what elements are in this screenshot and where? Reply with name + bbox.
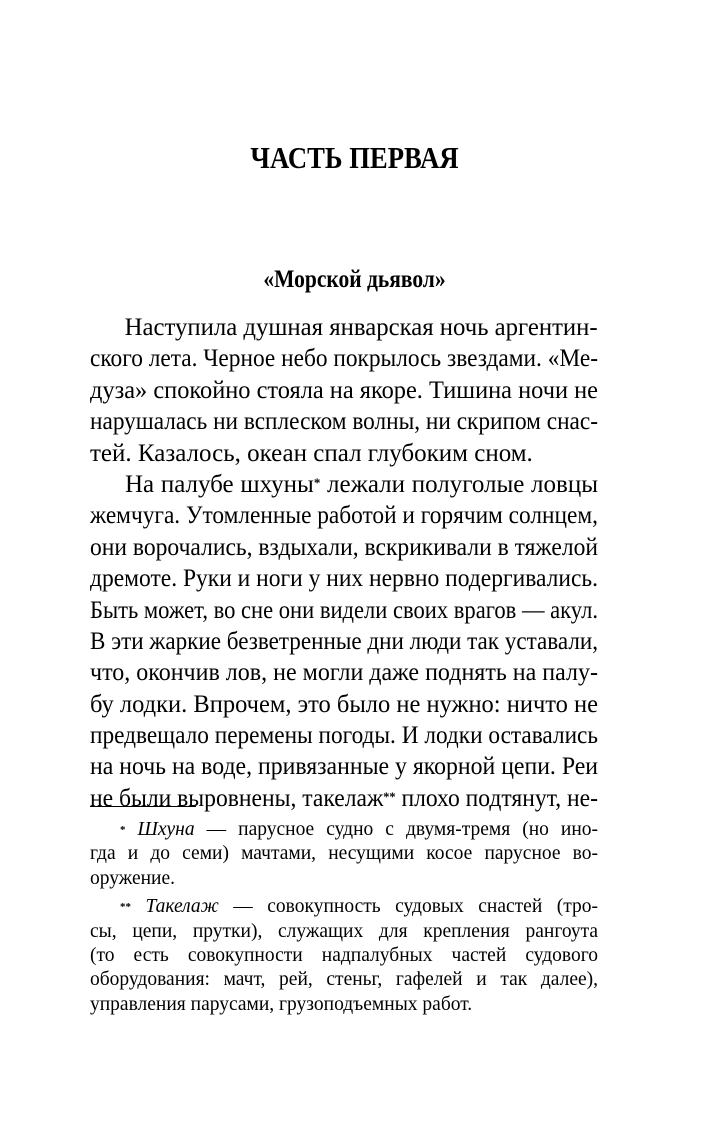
- footnote-marker: **: [383, 788, 396, 804]
- body-text: [90, 312, 598, 814]
- chapter-title: «Морской дьявол»: [263, 266, 446, 293]
- text-line: они ворочались, вздыхали, вскрикивали в тяжелой: [90, 533, 598, 561]
- text-line: На палубе шхуны* лежали полуголые ловцы: [125, 470, 599, 498]
- footnote-line: ** Такелаж — совокупность судовых снастей (тро-: [120, 896, 598, 918]
- footnotes: [90, 818, 598, 1017]
- footnote-term: Такелаж: [145, 896, 219, 918]
- footnote-line: (то есть совокупности надпалубных частей судового: [90, 944, 598, 966]
- text-line: ского лета. Черное небо покрылось звездами. «Ме-: [90, 345, 598, 373]
- footnote-marker: **: [120, 901, 131, 914]
- text-line: тей. Казалось, океан спал глубоким сном.: [90, 439, 533, 467]
- text-line: нарушалась ни всплеском волны, ни скрипом снас-: [90, 408, 598, 436]
- footnote-line: оборудования: мачт, рей, стеньг, гафелей и так далее),: [90, 969, 598, 991]
- text-line: на ночь на воде, привязанные у якорной цепи. Реи: [90, 753, 598, 781]
- text-line: жемчуга. Утомленные работой и горячим солнцем,: [90, 502, 598, 530]
- text-line: дремоте. Руки и ноги у них нервно подергивались.: [90, 565, 598, 593]
- text-line: дуза» спокойно стояла на якоре. Тишина ночи не: [90, 376, 598, 404]
- footnote-marker: *: [313, 474, 321, 490]
- footnote-line: оружение.: [90, 867, 176, 889]
- footnote-line: сы, цепи, прутки), служащих для крепления рангоута: [90, 920, 598, 942]
- text-line: В эти жаркие безветренные дни люди так уставали,: [90, 627, 598, 655]
- text-line: Быть может, во сне они видели своих врагов — акул.: [90, 596, 598, 624]
- part-title: ЧАСТЬ ПЕРВАЯ: [250, 140, 459, 175]
- text-line: не были выровнены, такелаж** плохо подтянут, не-: [90, 784, 598, 812]
- footnote-term: Шхуна: [137, 819, 195, 840]
- footnote-line: управления парусами, грузоподъемных работ.: [90, 993, 473, 1015]
- text-line: Наступила душная январская ночь аргентин-: [124, 314, 598, 341]
- footnote-marker: *: [120, 824, 126, 836]
- footnote-line: * Шхуна — парусное судно с двумя-тремя (но ино-: [120, 819, 599, 840]
- footnote-line: гда и до семи) мачтами, несущими косое парусное во-: [90, 843, 598, 865]
- text-line: предвещало перемены погоды. И лодки оставались: [90, 722, 598, 750]
- text-line: что, окончив лов, не могли даже поднять на палу-: [90, 659, 598, 687]
- footnote-divider: [90, 806, 196, 807]
- text-line: бу лодки. Впрочем, это было не нужно: ничто не: [90, 690, 598, 718]
